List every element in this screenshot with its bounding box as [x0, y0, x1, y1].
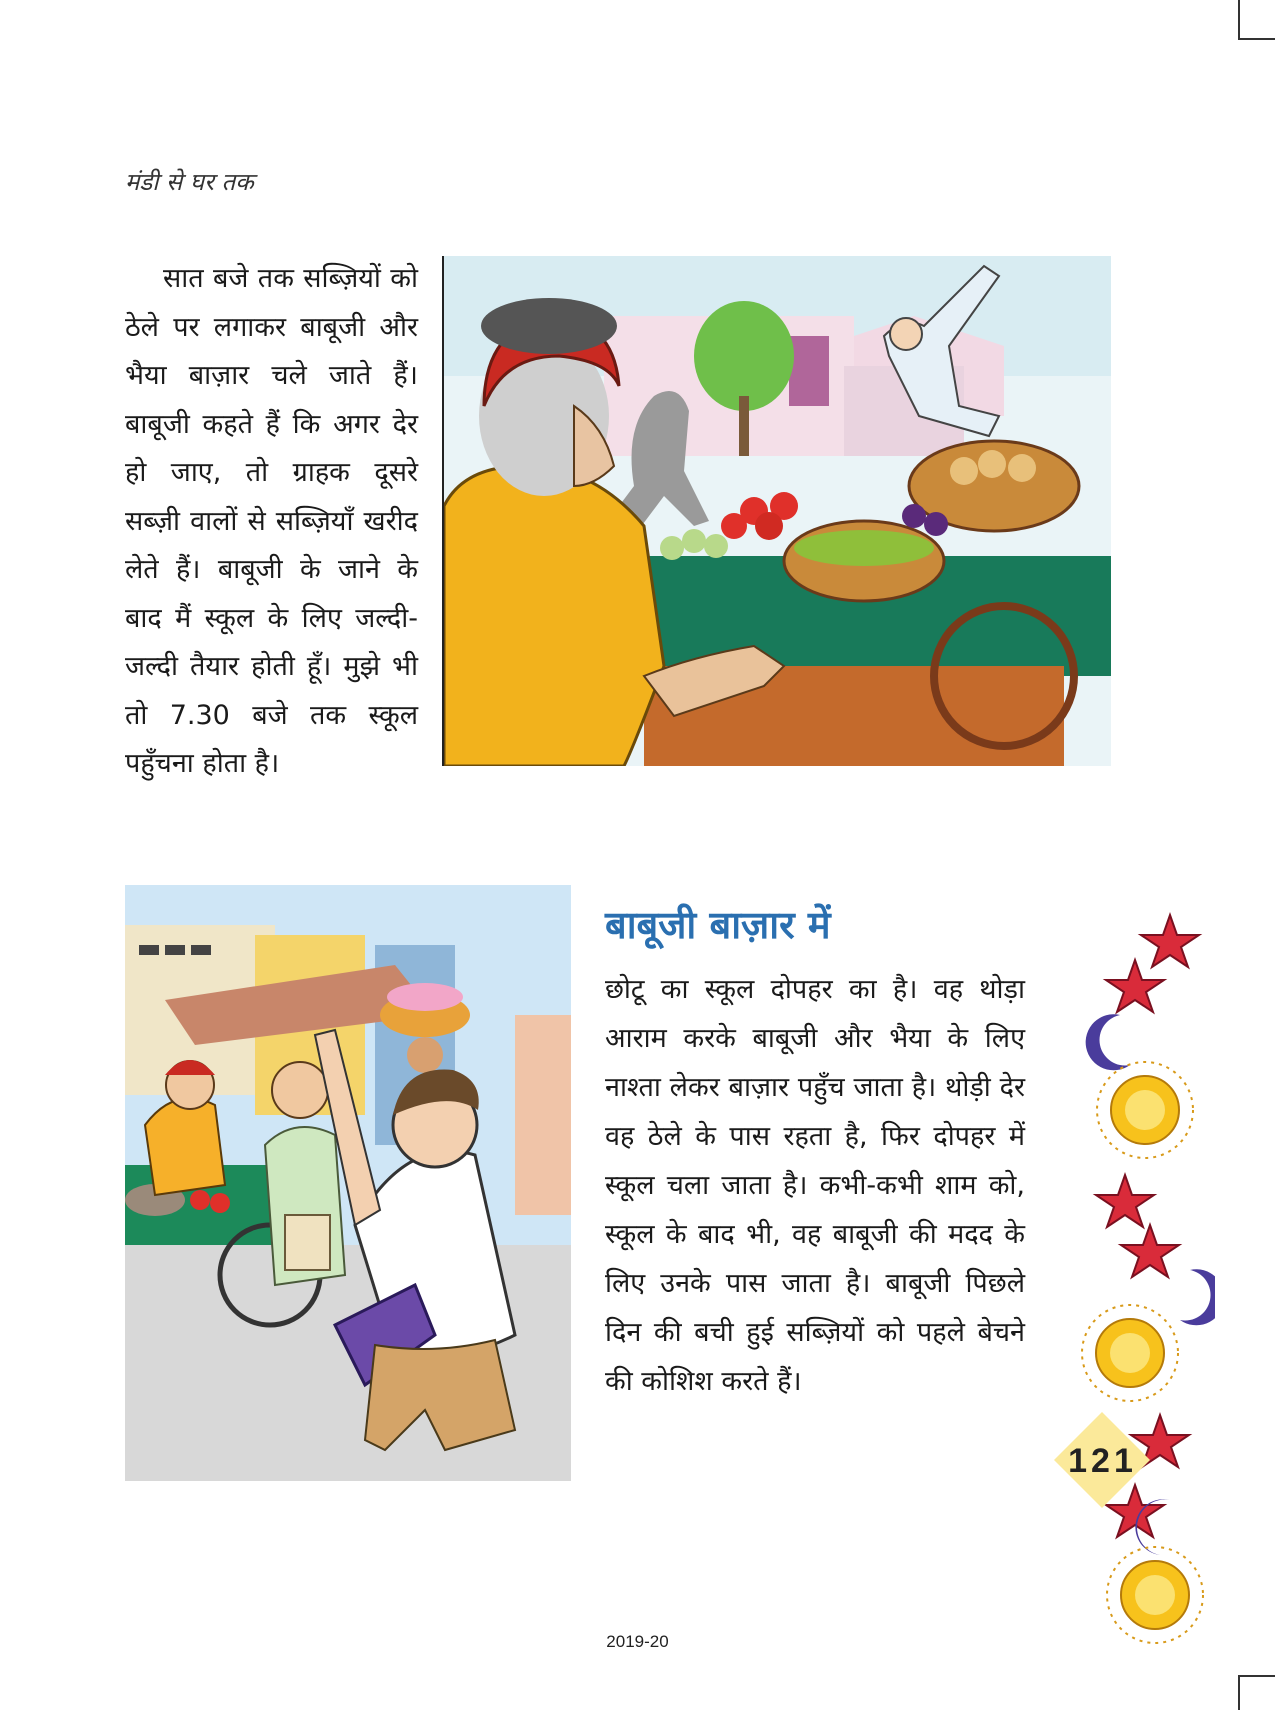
decorative-border [1075, 885, 1215, 1655]
paragraph-2: छोटू का स्कूल दोपहर का है। वह थोड़ा आराम करके बाबूजी और भैया के लिए नाश्ता लेकर बाज़ार पहुँच जाता है। थोड़ी देर वह ठेले के पास रहता है, फिर दोपहर में स्कूल चला जाता है। कभी-कभी शाम को, स्कूल के बाद भी, वह बाबूजी की मदद के लिए उनके पास जाता है। बाबूजी पिछले दिन की बची हुई सब्ज़ियों को पहले बेचने की कोशिश करते हैं। [605, 974, 1025, 1397]
sun-icon [1082, 1062, 1203, 1643]
crop-mark [1238, 38, 1275, 40]
section-heading: बाबूजी बाज़ार में [605, 903, 831, 947]
page-number: 121 [1068, 1442, 1137, 1480]
publication-year: 2019-20 [606, 1632, 669, 1651]
crop-mark [1238, 1675, 1275, 1677]
paragraph-1: सात बजे तक सब्ज़ियों को ठेले पर लगाकर बाबूजी और भैया बाज़ार चले जाते हैं। बाबूजी कहते हैं कि अगर देर हो जाए, तो ग्राहक दूसरे सब्ज़ी वालों से सब्ज़ियाँ खरीद लेते हैं। बाबूजी के जाने के बाद मैं स्कूल के लिए जल्दी-जल्दी तैयार होती हूँ। मुझे भी तो 7.30 बजे तक स्कूल पहुँचना होता है। [125, 263, 418, 779]
boy-at-market-illustration [125, 885, 571, 1481]
running-header: मंडी से घर तक [125, 168, 254, 196]
vegetable-cart-illustration [442, 256, 1111, 766]
crop-mark [1238, 1675, 1240, 1710]
crop-mark [1238, 0, 1240, 40]
